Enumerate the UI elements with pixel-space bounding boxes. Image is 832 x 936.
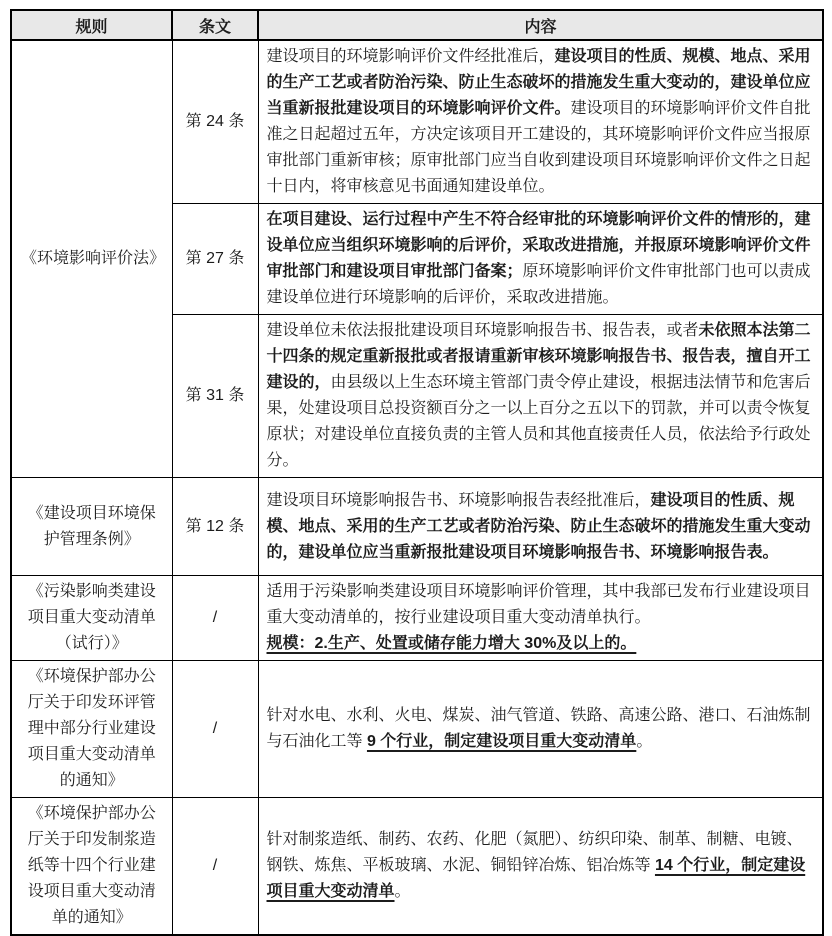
content-cell [258, 661, 823, 798]
content-segment: 建设项目的环境影响评价文件自批准之日起超过五年，方决定该项目开工建设的，其环境影响评价文件应当报原审批部门重新审核；原审批部门应当自收到建设项目环境影响评价文件之日起十日内，将审核意见书面通知建设单位。 [266, 100, 811, 195]
content-segment-bold-underline: 规模：2.生产、处置或储存能力增大 30%及以上的。 [266, 635, 637, 652]
content-segment: 适用于污染影响类建设项目环境影响评价管理，其中我部已发布行业建设项目重大变动清单的，按行业建设项目重大变动清单执行。 [266, 583, 811, 626]
content-segment: 针对制浆造纸、制药、农药、化肥（氮肥）、纺织印染、制革、制糖、电镀、钢铁、炼焦、平板玻璃、水泥、铜铅锌冶炼、铝冶炼等 [266, 831, 803, 874]
content-segment: 建设项目环境影响报告书、环境影响报告表经批准后， [266, 491, 651, 509]
article-cell: / [172, 661, 258, 798]
content-segment: 由县级以上生态环境主管部门责令停止建设，根据违法情节和危害后果，处建设项目总投资额百分之一以上百分之五以下的罚款，并可以责令恢复原状；对建设单位直接负责的主管人员和其他直接责任人员，依法给予行政处分。 [266, 374, 811, 469]
content-cell [258, 576, 823, 661]
content-segment-bold: 建设项目的性质、规模、地点、采用的生产工艺或者防治污染、防止生态破坏的措施发生重大变动的，建设单位应当重新报批建设项目的环境影响评价文件。 [266, 48, 811, 117]
content-segment: 建设单位未依法报批建设项目环境影响报告书、报告表，或者 [266, 322, 699, 339]
content-cell [258, 798, 823, 936]
header-cell-content: 内容 [258, 10, 823, 40]
article-cell: / [172, 576, 258, 661]
content-segment-bold: 未依照本法第二十四条的规定重新报批或者报请重新审核环境影响报告书、报告表，擅自开工建设的， [266, 322, 811, 391]
table-body [11, 40, 823, 935]
table-row [11, 40, 823, 204]
table-row [11, 576, 823, 661]
rule-cell: 《污染影响类建设项目重大变动清单（试行）》 [11, 576, 172, 661]
content-segment: 。 [394, 883, 411, 900]
content-cell [258, 478, 823, 576]
table-row [11, 661, 823, 798]
rule-cell: 《环境保护部办公厅关于印发制浆造纸等十四个行业建设项目重大变动清单的通知》 [11, 798, 172, 936]
rule-cell: 《建设项目环境保护管理条例》 [11, 478, 172, 576]
content-segment: 针对水电、水利、火电、煤炭、油气管道、铁路、高速公路、港口、石油炼制与石油化工等 [266, 707, 811, 750]
content-segment-bold: 在项目建设、运行过程中产生不符合经审批的环境影响评价文件的情形的，建设单位应当组织环境影响的后评价，采取改进措施，并报原环境影响评价文件审批部门和建设项目审批部门备案； [266, 211, 811, 280]
content-segment-bold-underline: 14 个行业，制定建设项目重大变动清单 [266, 857, 806, 900]
content-segment-bold-underline: 9 个行业，制定建设项目重大变动清单 [366, 733, 637, 750]
table-row [11, 478, 823, 576]
header-cell-article: 条文 [172, 10, 258, 40]
content-segment-bold: 建设项目的性质、规模、地点、采用的生产工艺或者防治污染、防止生态破坏的措施发生重大变动的，建设单位应当重新报批建设项目环境影响报告书、环境影响报告表。 [266, 491, 811, 561]
article-cell: 第 31 条 [172, 315, 258, 478]
rule-cell: 《环境影响评价法》 [11, 40, 172, 478]
article-cell: / [172, 798, 258, 936]
header-cell-rule: 规则 [11, 10, 172, 40]
table-header [11, 10, 823, 40]
content-segment: 建设项目的环境影响评价文件经批准后， [266, 48, 555, 65]
content-segment: 原环境影响评价文件审批部门也可以责成建设单位进行环境影响的后评价，采取改进措施。 [266, 263, 811, 306]
content-cell [258, 315, 823, 478]
regulations-table [10, 9, 824, 936]
rule-cell: 《环境保护部办公厅关于印发环评管理中部分行业建设项目重大变动清单的通知》 [11, 661, 172, 798]
article-cell: 第 27 条 [172, 204, 258, 315]
article-cell: 第 12 条 [172, 478, 258, 576]
header-row [11, 10, 823, 40]
content-segment: 。 [636, 733, 653, 750]
content-cell [258, 40, 823, 204]
table-row [11, 798, 823, 936]
article-cell: 第 24 条 [172, 40, 258, 204]
content-cell [258, 204, 823, 315]
